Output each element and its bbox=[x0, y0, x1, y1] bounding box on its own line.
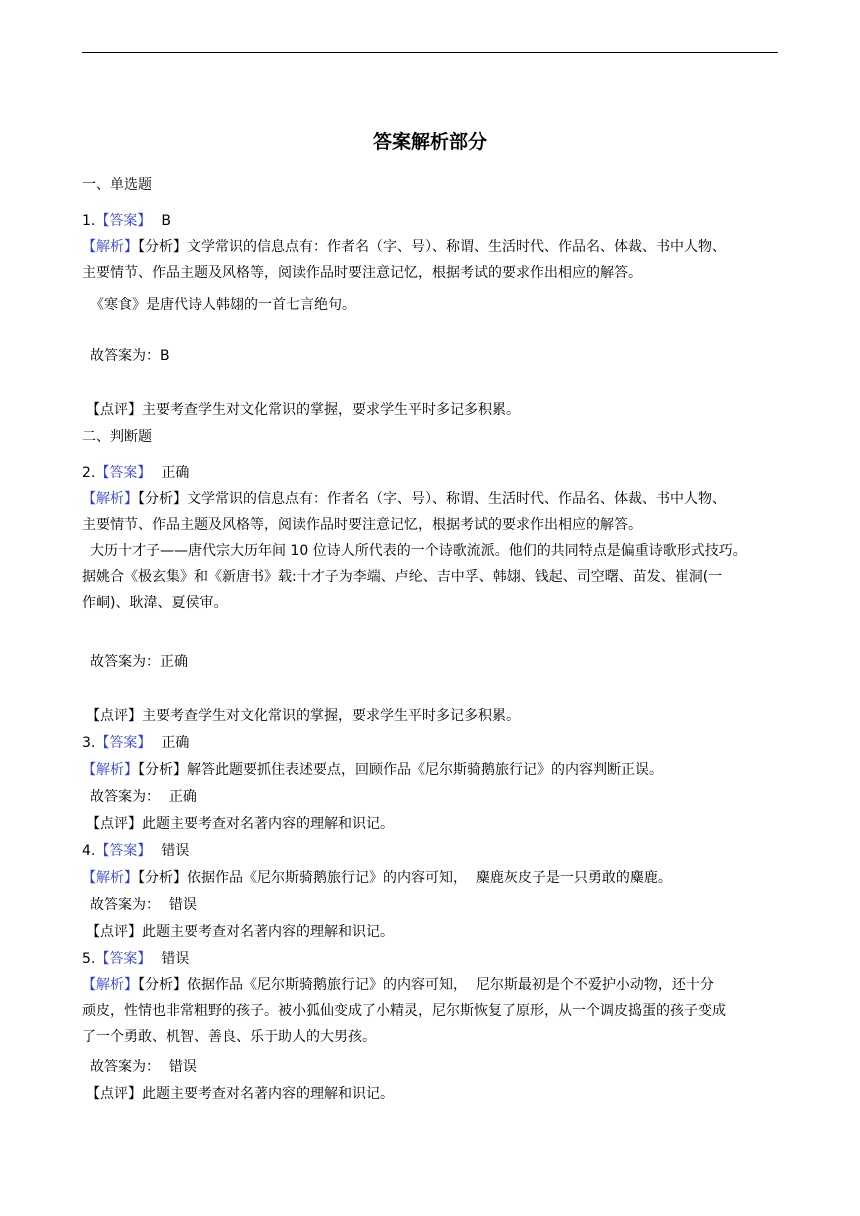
q2-number: 2. bbox=[82, 465, 96, 481]
comment-tag: 【点评】 bbox=[86, 816, 142, 832]
q4-analysis-text: 依据作品《尼尔斯骑鹅旅行记》的内容可知， 麋鹿灰皮子是一只勇敢的麋鹿。 bbox=[187, 870, 672, 886]
fenxi-tag: 【分析】 bbox=[138, 762, 187, 778]
q2-comment-text: 主要考查学生对文化常识的掌握，要求学生平时多记多积累。 bbox=[142, 708, 520, 724]
q1-analysis-line1: 文学常识的信息点有：作者名（字、号）、称谓、生活时代、作品名、体裁、书中人物、 bbox=[187, 239, 726, 255]
q2-answer-line bbox=[82, 464, 189, 482]
q4-number: 4. bbox=[82, 843, 96, 859]
q3-comment-text: 此题主要考查对名著内容的理解和识记。 bbox=[142, 816, 394, 832]
q5-answer-line bbox=[82, 950, 189, 968]
fenxi-tag: 【分析】 bbox=[138, 239, 187, 255]
comment-tag: 【点评】 bbox=[86, 708, 142, 724]
answer-tag: 【答案】 bbox=[95, 951, 152, 967]
q1-analysis bbox=[82, 234, 778, 286]
comment-tag: 【点评】 bbox=[86, 1086, 142, 1102]
q3-analysis bbox=[82, 761, 663, 779]
q1-answer: B bbox=[161, 213, 171, 229]
q2-analysis-line2: 主要情节、作品主题及风格等，阅读作品时要注意记忆，根据考试的要求作出相应的解答。 bbox=[82, 517, 642, 533]
q5-analysis-line3: 了一个勇敢、机智、善良、乐于助人的大男孩。 bbox=[82, 1029, 376, 1045]
analysis-tag: 【解析】 bbox=[82, 762, 138, 778]
page-title: 答案解析部分 bbox=[372, 131, 487, 153]
analysis-tag: 【解析】 bbox=[82, 977, 138, 993]
q2-conclusion: 故答案为：正确 bbox=[90, 654, 188, 670]
header-rule bbox=[82, 52, 778, 53]
q1-analysis-line2: 主要情节、作品主题及风格等，阅读作品时要注意记忆，根据考试的要求作出相应的解答。 bbox=[82, 265, 642, 281]
fenxi-tag: 【分析】 bbox=[138, 491, 187, 507]
q2-answer: 正确 bbox=[161, 465, 190, 481]
q2-detail-line1: 大历十才子——唐代宗大历年间 10 位诗人所代表的一个诗歌流派。他们的共同特点是偏重诗歌形式技巧。 bbox=[90, 543, 747, 559]
q1-detail: 《寒食》是唐代诗人韩翃的一首七言绝句。 bbox=[90, 297, 356, 313]
answer-tag: 【答案】 bbox=[95, 843, 152, 859]
answer-tag: 【答案】 bbox=[95, 735, 152, 751]
q1-comment-text: 主要考查学生对文化常识的掌握，要求学生平时多记多积累。 bbox=[142, 402, 520, 418]
q5-number: 5. bbox=[82, 951, 96, 967]
q3-conclusion: 故答案为： 正确 bbox=[90, 789, 197, 805]
analysis-tag: 【解析】 bbox=[82, 870, 138, 886]
q3-answer: 正确 bbox=[161, 735, 190, 751]
q4-analysis bbox=[82, 869, 672, 887]
q4-comment bbox=[86, 923, 394, 941]
q2-detail-line2: 据姚合《极玄集》和《新唐书》载:十才子为李端、卢纶、吉中孚、韩翃、钱起、司空曙、苗发、崔洞(一 bbox=[82, 569, 723, 585]
q5-analysis-line1: 依据作品《尼尔斯骑鹅旅行记》的内容可知， 尼尔斯最初是个不爱护小动物，还十分 bbox=[187, 977, 714, 993]
q3-number: 3. bbox=[82, 735, 96, 751]
fenxi-tag: 【分析】 bbox=[138, 977, 187, 993]
section-heading-true-false: 二、判断题 bbox=[82, 429, 152, 445]
q3-answer-line bbox=[82, 734, 189, 752]
q2-comment bbox=[86, 707, 520, 725]
analysis-tag: 【解析】 bbox=[82, 491, 138, 507]
q2-analysis bbox=[82, 486, 778, 538]
answer-tag: 【答案】 bbox=[95, 213, 152, 229]
q5-comment bbox=[86, 1085, 394, 1103]
analysis-tag: 【解析】 bbox=[82, 239, 138, 255]
q4-conclusion: 故答案为： 错误 bbox=[90, 897, 197, 913]
q1-number: 1. bbox=[82, 213, 96, 229]
fenxi-tag: 【分析】 bbox=[138, 870, 187, 886]
q5-conclusion: 故答案为： 错误 bbox=[90, 1059, 197, 1075]
q2-detail bbox=[82, 538, 778, 616]
q5-analysis bbox=[82, 972, 778, 1050]
q4-answer: 错误 bbox=[161, 843, 190, 859]
q5-answer: 错误 bbox=[161, 951, 190, 967]
q2-analysis-line1: 文学常识的信息点有：作者名（字、号）、称谓、生活时代、作品名、体裁、书中人物、 bbox=[187, 491, 726, 507]
q2-detail-line3: 作峒)、耿湋、夏侯审。 bbox=[82, 595, 228, 611]
q3-analysis-text: 解答此题要抓住表述要点，回顾作品《尼尔斯骑鹅旅行记》的内容判断正误。 bbox=[187, 762, 663, 778]
q5-comment-text: 此题主要考查对名著内容的理解和识记。 bbox=[142, 1086, 394, 1102]
q1-comment bbox=[86, 401, 520, 419]
q1-conclusion: 故答案为：B bbox=[90, 348, 170, 364]
comment-tag: 【点评】 bbox=[86, 924, 142, 940]
q1-answer-line bbox=[82, 212, 171, 230]
q3-comment bbox=[86, 815, 394, 833]
answer-tag: 【答案】 bbox=[95, 465, 152, 481]
section-heading-single-choice: 一、单选题 bbox=[82, 177, 152, 193]
comment-tag: 【点评】 bbox=[86, 402, 142, 418]
q5-analysis-line2: 顽皮，性情也非常粗野的孩子。被小狐仙变成了小精灵，尼尔斯恢复了原形，从一个调皮捣蛋的孩子变成 bbox=[82, 1003, 726, 1019]
q4-answer-line bbox=[82, 842, 189, 860]
q4-comment-text: 此题主要考查对名著内容的理解和识记。 bbox=[142, 924, 394, 940]
